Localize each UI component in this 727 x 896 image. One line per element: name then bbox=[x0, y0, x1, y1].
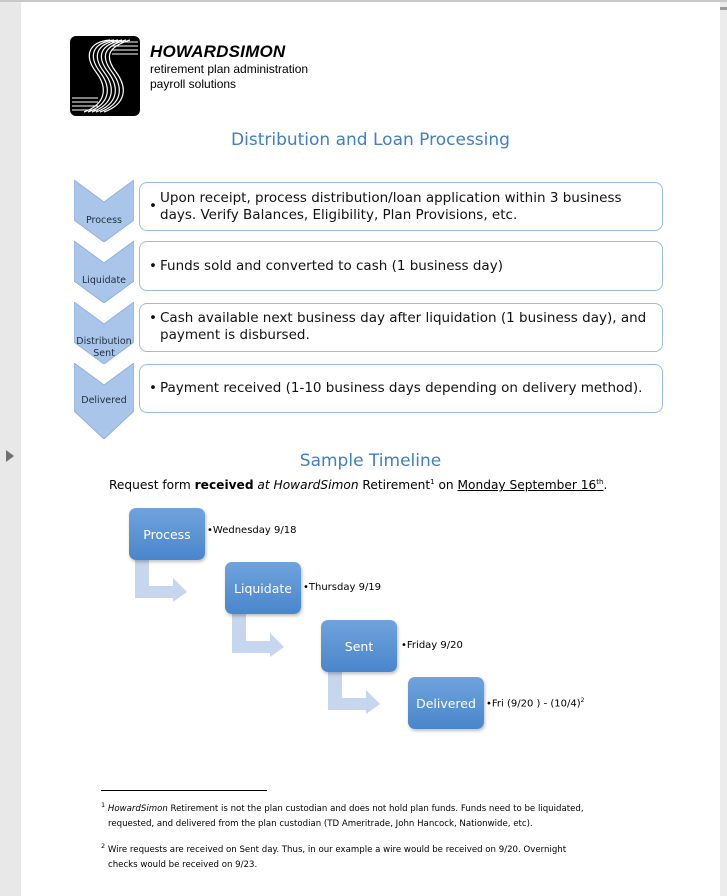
scrollbar-thumb[interactable] bbox=[720, 7, 727, 10]
request-period: . bbox=[603, 478, 608, 493]
request-company: at HowardSimon bbox=[253, 478, 359, 493]
request-text: Request form bbox=[109, 478, 195, 493]
chevron-label: Process bbox=[85, 215, 123, 226]
footnote-text: Wire requests are received on Sent day. Thus, in our example a wire would be received on 9/20. Overnight bbox=[107, 844, 567, 855]
delivered-date-text: •Fri (9/20 ) - (10/4) bbox=[486, 698, 581, 710]
step-box-process bbox=[139, 182, 663, 231]
timeline-box-delivered: Delivered bbox=[408, 677, 484, 729]
left-gutter bbox=[0, 2, 21, 896]
howardsimon-logo-icon bbox=[70, 36, 140, 116]
timeline-box-liquidate: Liquidate bbox=[225, 562, 301, 614]
request-received: received bbox=[194, 478, 254, 493]
timeline-date-process: •Wednesday 9/18 bbox=[207, 525, 297, 536]
bent-arrow-icon bbox=[133, 558, 191, 604]
footnote-company: HowardSimon bbox=[107, 803, 168, 814]
date-suffix: th bbox=[596, 478, 604, 486]
chevron-shape-icon bbox=[74, 180, 134, 242]
bullet: • bbox=[149, 257, 157, 274]
company-block bbox=[150, 42, 308, 92]
request-sentence bbox=[109, 478, 607, 492]
company-name: HOWARDSIMON bbox=[150, 42, 286, 61]
timeline-box-sent: Sent bbox=[321, 620, 397, 672]
timeline-title: Sample Timeline bbox=[299, 451, 442, 471]
footnote-ref-2[interactable]: 2 bbox=[580, 697, 585, 704]
request-text: on bbox=[434, 478, 458, 493]
chevron-label: Delivered bbox=[81, 395, 127, 406]
step-text: Cash available next business day after liquidation (1 business day), and payment is disbursed. bbox=[160, 310, 647, 343]
bullet: • bbox=[149, 198, 157, 214]
timeline-date-delivered bbox=[486, 697, 584, 709]
timeline-date-sent: •Friday 9/20 bbox=[401, 640, 463, 651]
request-date: Monday September 16 bbox=[457, 478, 597, 493]
footnote-2 bbox=[101, 839, 641, 873]
footnote-text: Retirement is not the plan custodian and does not hold plan funds. Funds need to be liquidated, bbox=[167, 803, 584, 814]
footnote-text: requested, and delivered from the plan custodian (TD Ameritrade, John Hancock, Nationwide, etc). bbox=[108, 818, 533, 829]
footnote-number: 2 bbox=[101, 842, 106, 850]
step-text: Payment received (1-10 business days depending on delivery method). bbox=[160, 380, 643, 396]
chevron-label-2: Sent bbox=[93, 348, 115, 359]
company-tagline-2: payroll solutions bbox=[150, 77, 237, 91]
chevron-label: Liquidate bbox=[81, 275, 127, 286]
step-box-distribution-sent bbox=[139, 303, 663, 352]
vertical-scrollbar[interactable] bbox=[720, 3, 727, 896]
step-text: Funds sold and converted to cash (1 business day) bbox=[160, 257, 503, 274]
timeline-box-process: Process bbox=[129, 508, 205, 560]
footnote-separator bbox=[101, 790, 267, 791]
step-box-delivered bbox=[139, 364, 663, 413]
expand-arrow-icon[interactable] bbox=[6, 450, 14, 462]
request-text: Retirement bbox=[358, 478, 431, 493]
chevron-shape-icon bbox=[74, 241, 134, 303]
bent-arrow-icon bbox=[326, 670, 384, 716]
main-title: Distribution and Loan Processing bbox=[231, 130, 510, 150]
footnote-text: checks would be received on 9/23. bbox=[108, 859, 258, 870]
bullet: • bbox=[149, 380, 157, 396]
chevron-label-1: Distribution bbox=[76, 336, 132, 347]
footnote-1 bbox=[101, 798, 641, 832]
timeline-date-liquidate: •Thursday 9/19 bbox=[303, 582, 382, 593]
bullet: • bbox=[149, 310, 157, 326]
step-text: Upon receipt, process distribution/loan application within 3 business days. Verify Balances, Eligibility, Plan Provisions, etc. bbox=[160, 189, 622, 223]
document-page bbox=[21, 2, 720, 896]
company-tagline-1: retirement plan administration bbox=[150, 62, 309, 76]
footnote-number: 1 bbox=[101, 801, 106, 809]
bent-arrow-icon bbox=[230, 613, 288, 659]
footnote-ref-1[interactable]: 1 bbox=[430, 478, 435, 486]
step-box-liquidate bbox=[139, 241, 663, 291]
